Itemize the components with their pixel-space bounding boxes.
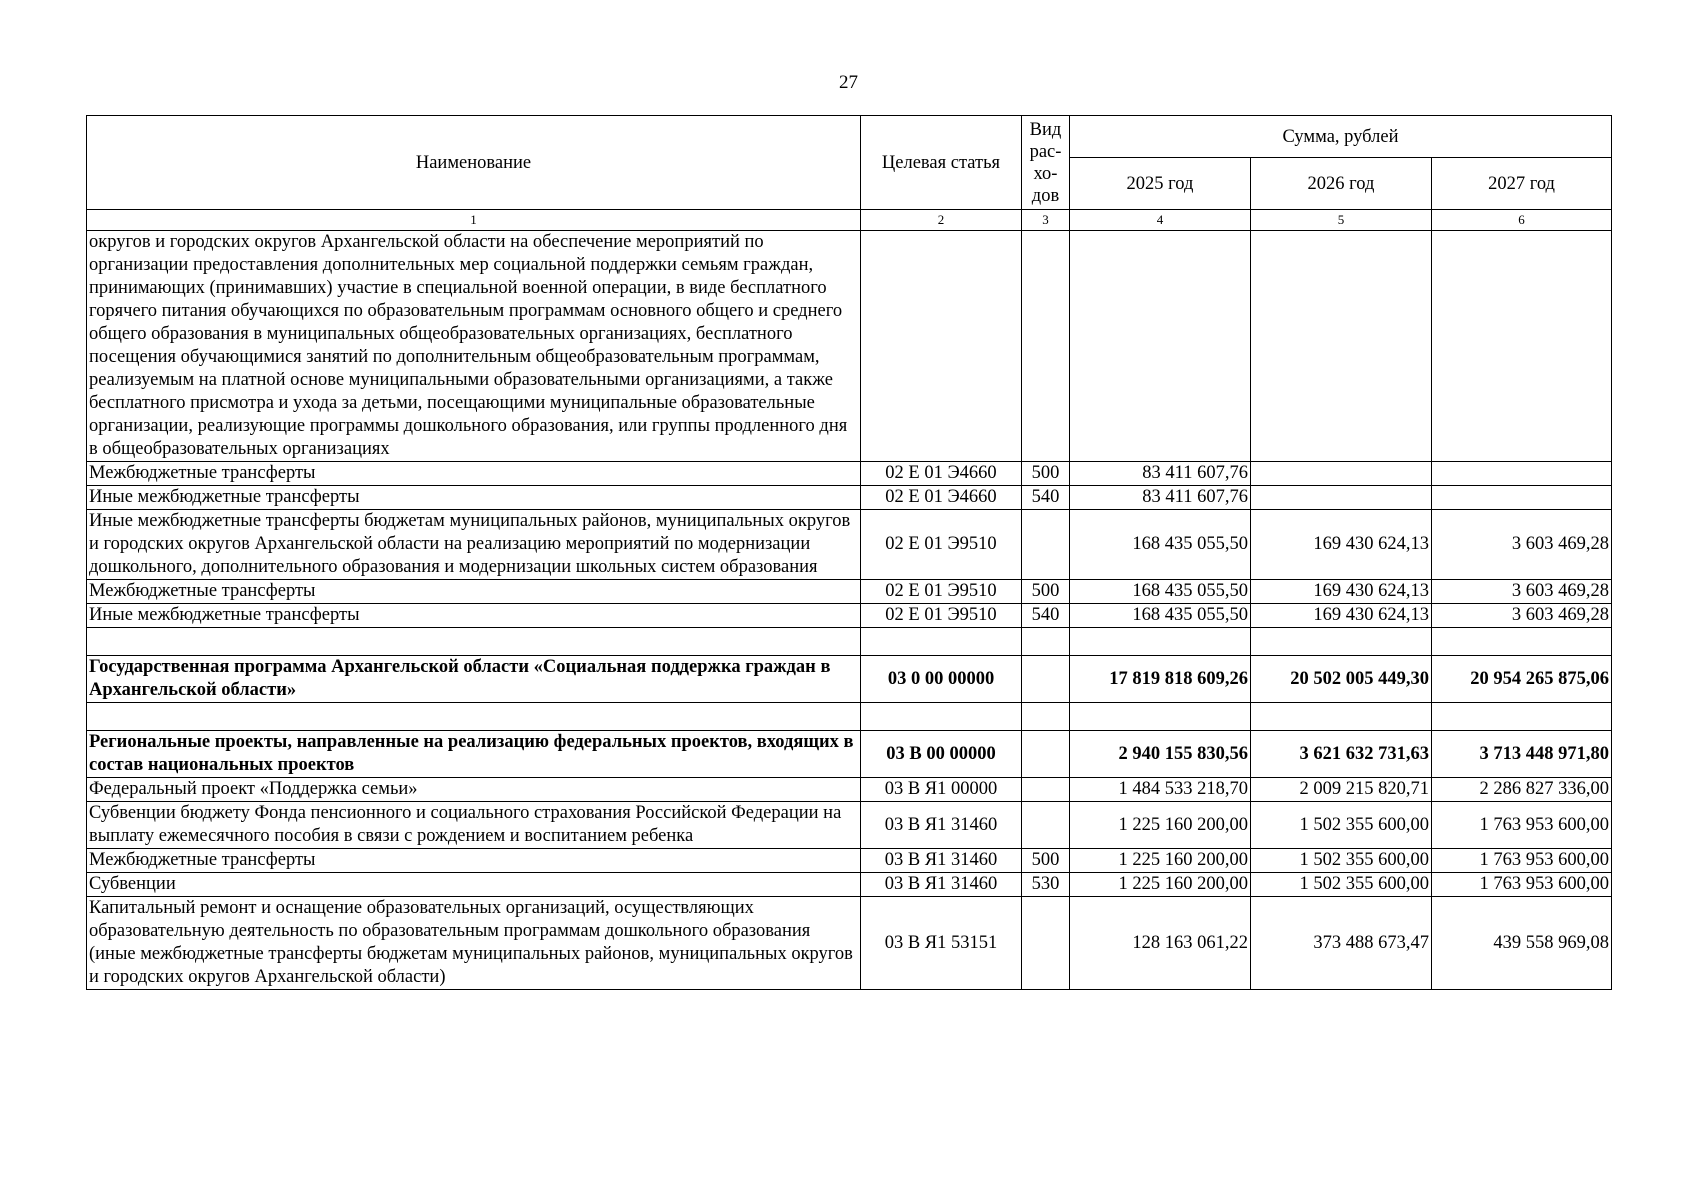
empty-cell [1251,703,1432,731]
empty-cell [87,703,861,731]
row-2026: 1 502 355 600,00 [1251,802,1432,849]
spacer-row [87,628,1612,656]
table-row [87,510,1612,580]
row-kind: 500 [1022,462,1070,486]
table-row [87,778,1612,802]
table-row [87,231,1612,462]
row-2027: 3 603 469,28 [1432,510,1612,580]
row-code: 03 В Я1 00000 [861,778,1022,802]
table-row [87,604,1612,628]
table-row [87,802,1612,849]
row-2025: 168 435 055,50 [1070,580,1251,604]
row-2025: 17 819 818 609,26 [1070,656,1251,703]
row-2025: 168 435 055,50 [1070,510,1251,580]
row-2026: 373 488 673,47 [1251,897,1432,990]
row-code: 02 Е 01 Э4660 [861,462,1022,486]
row-name: Государственная программа Архангельской области «Социальная поддержка граждан в Архангельской области» [87,656,861,703]
row-2026: 20 502 005 449,30 [1251,656,1432,703]
header-year-2025: 2025 год [1070,158,1251,210]
table-row-program [87,656,1612,703]
row-2025 [1070,231,1251,462]
row-code: 02 Е 01 Э9510 [861,510,1022,580]
row-code: 03 В 00 00000 [861,731,1022,778]
row-2026 [1251,486,1432,510]
table-row [87,849,1612,873]
column-number-5: 5 [1251,210,1432,231]
table-row [87,486,1612,510]
row-kind: 540 [1022,486,1070,510]
row-kind [1022,510,1070,580]
row-code: 03 0 00 00000 [861,656,1022,703]
row-code: 02 Е 01 Э4660 [861,486,1022,510]
row-code: 03 В Я1 31460 [861,873,1022,897]
row-name: Субвенции [87,873,861,897]
row-name: Межбюджетные трансферты [87,580,861,604]
row-name: Региональные проекты, направленные на реализацию федеральных проектов, входящих в состав национальных проектов [87,731,861,778]
row-kind [1022,731,1070,778]
row-2026: 169 430 624,13 [1251,510,1432,580]
row-2027: 3 713 448 971,80 [1432,731,1612,778]
row-2025: 1 225 160 200,00 [1070,873,1251,897]
header-year-2026: 2026 год [1251,158,1432,210]
row-2025: 2 940 155 830,56 [1070,731,1251,778]
row-2027: 1 763 953 600,00 [1432,802,1612,849]
row-2027: 1 763 953 600,00 [1432,873,1612,897]
row-2026: 169 430 624,13 [1251,604,1432,628]
row-kind: 500 [1022,849,1070,873]
row-2026: 1 502 355 600,00 [1251,849,1432,873]
table-row [87,462,1612,486]
empty-cell [1022,703,1070,731]
row-name: Межбюджетные трансферты [87,462,861,486]
empty-cell [1022,628,1070,656]
empty-cell [861,628,1022,656]
row-name: Иные межбюджетные трансферты бюджетам муниципальных районов, муниципальных округов и городских округов Архангельской области на реализацию мероприятий по модернизации дошкольного, дополнительного образования и модернизации школьных систем образования [87,510,861,580]
row-2025: 1 225 160 200,00 [1070,802,1251,849]
row-2027: 20 954 265 875,06 [1432,656,1612,703]
header-year-2027: 2027 год [1432,158,1612,210]
row-2026 [1251,231,1432,462]
spacer-row [87,703,1612,731]
empty-cell [1432,628,1612,656]
page-number: 27 [839,72,858,93]
row-code: 02 Е 01 Э9510 [861,604,1022,628]
empty-cell [1070,703,1251,731]
row-name: Иные межбюджетные трансферты [87,486,861,510]
table-row [87,580,1612,604]
row-2025: 168 435 055,50 [1070,604,1251,628]
row-2027 [1432,231,1612,462]
table-row [87,897,1612,990]
header-name: Наименование [87,116,861,210]
row-name: округов и городских округов Архангельской области на обеспечение мероприятий по организации предоставления дополнительных мер социальной поддержки семьям граждан, принимающих (принимавших) участие в специальной военной операции, в виде бесплатного горячего питания обучающихся по образовательным программам основного общего и среднего общего образования в муниципальных общеобразовательных организациях, бесплатного посещения обучающимися занятий по дополнительным общеобразовательным программам, реализуемым на платной основе муниципальными образовательными организациями, а также бесплатного присмотра и ухода за детьми, посещающими муниципальные образовательные организации, реализующие программы дошкольного образования, или группы продленного дня в общеобразовательных организациях [87,231,861,462]
row-2026 [1251,462,1432,486]
row-2027: 1 763 953 600,00 [1432,849,1612,873]
row-2027 [1432,486,1612,510]
row-kind [1022,778,1070,802]
header-expense-type: Вид рас- хо- дов [1022,116,1070,210]
table-row [87,873,1612,897]
row-2025: 83 411 607,76 [1070,462,1251,486]
row-2027: 439 558 969,08 [1432,897,1612,990]
row-code: 03 В Я1 31460 [861,849,1022,873]
row-kind: 500 [1022,580,1070,604]
column-number-3: 3 [1022,210,1070,231]
budget-table [86,115,1612,990]
column-number-1: 1 [87,210,861,231]
row-name: Федеральный проект «Поддержка семьи» [87,778,861,802]
empty-cell [1070,628,1251,656]
empty-cell [1432,703,1612,731]
row-2025: 128 163 061,22 [1070,897,1251,990]
row-kind: 540 [1022,604,1070,628]
table-row-regional-projects [87,731,1612,778]
empty-cell [1251,628,1432,656]
row-2027: 3 603 469,28 [1432,604,1612,628]
row-2027: 3 603 469,28 [1432,580,1612,604]
row-2026: 3 621 632 731,63 [1251,731,1432,778]
empty-cell [861,703,1022,731]
empty-cell [87,628,861,656]
row-2025: 1 225 160 200,00 [1070,849,1251,873]
row-2026: 2 009 215 820,71 [1251,778,1432,802]
row-2026: 1 502 355 600,00 [1251,873,1432,897]
row-kind [1022,897,1070,990]
row-2026: 169 430 624,13 [1251,580,1432,604]
row-kind: 530 [1022,873,1070,897]
row-code: 03 В Я1 31460 [861,802,1022,849]
column-number-6: 6 [1432,210,1612,231]
row-code: 03 В Я1 53151 [861,897,1022,990]
row-2025: 1 484 533 218,70 [1070,778,1251,802]
row-kind [1022,802,1070,849]
row-2025: 83 411 607,76 [1070,486,1251,510]
row-name: Иные межбюджетные трансферты [87,604,861,628]
row-2027: 2 286 827 336,00 [1432,778,1612,802]
header-target-article: Целевая статья [861,116,1022,210]
column-number-2: 2 [861,210,1022,231]
row-name: Капитальный ремонт и оснащение образовательных организаций, осуществляющих образовательную деятельность по образовательным программам дошкольного образования (иные межбюджетные трансферты бюджетам муниципальных районов, муниципальных округов и городских округов Архангельской области) [87,897,861,990]
row-name: Субвенции бюджету Фонда пенсионного и социального страхования Российской Федерации на выплату ежемесячного пособия в связи с рождением и воспитанием ребенка [87,802,861,849]
row-name: Межбюджетные трансферты [87,849,861,873]
header-sum-group: Сумма, рублей [1070,116,1612,158]
row-kind [1022,656,1070,703]
column-number-4: 4 [1070,210,1251,231]
row-kind [1022,231,1070,462]
row-code [861,231,1022,462]
row-code: 02 Е 01 Э9510 [861,580,1022,604]
row-2027 [1432,462,1612,486]
